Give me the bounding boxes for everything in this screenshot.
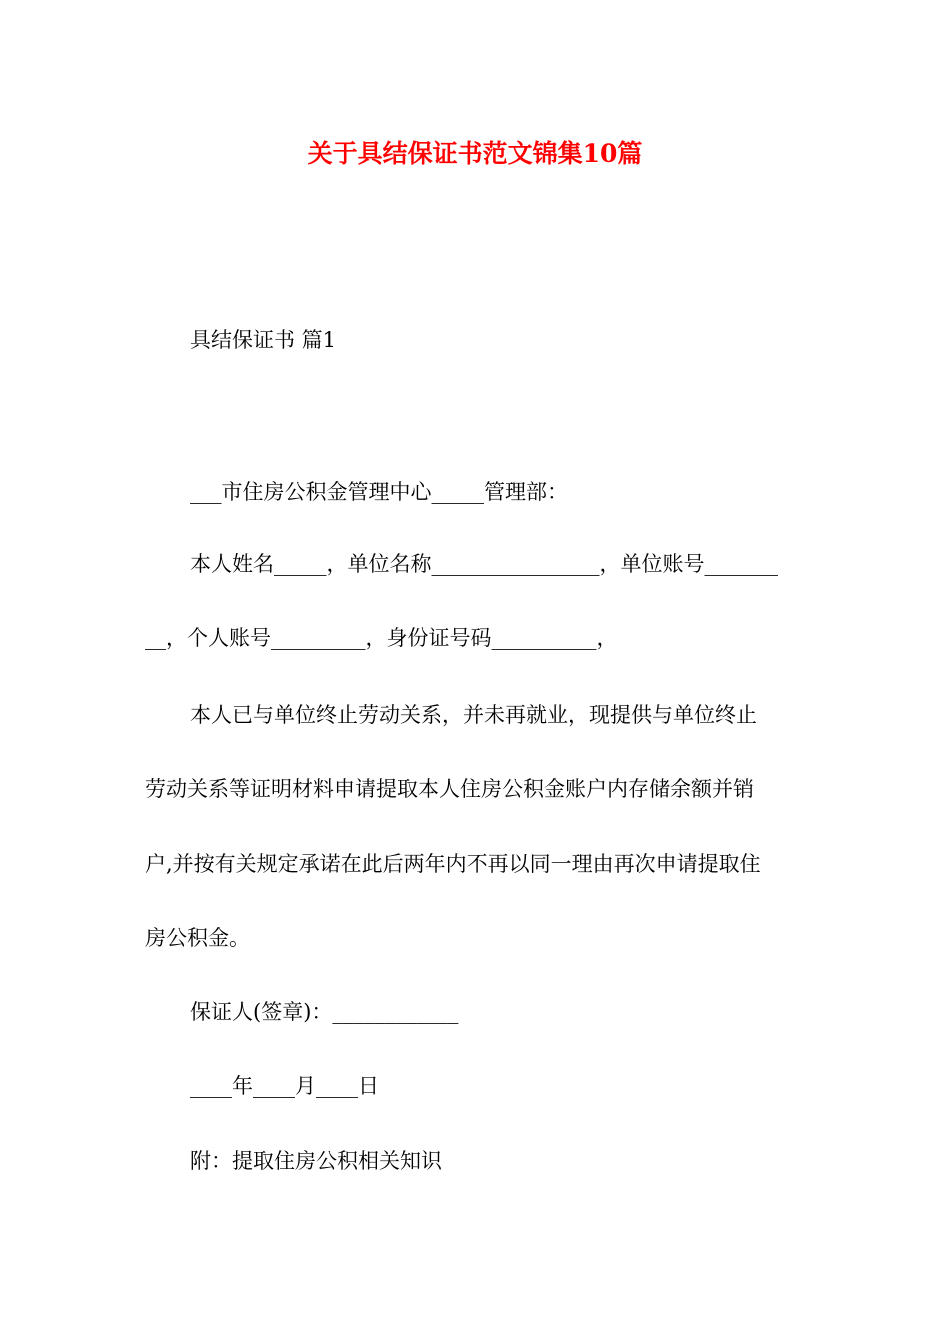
body-paragraph-line: 本人已与单位终止劳动关系，并未再就业，现提供与单位终止 <box>190 703 757 727</box>
appendix-line: 附：提取住房公积相关知识 <box>190 1149 442 1173</box>
body-paragraph-line: 劳动关系等证明材料申请提取本人住房公积金账户内存储余额并销 <box>145 777 754 801</box>
guarantor-signature-line: 保证人(签章)：____________ <box>190 1000 459 1024</box>
document-title: 关于具结保证书范文锦集10篇 <box>307 139 643 168</box>
body-paragraph-line: __，个人账号_________，身份证号码__________， <box>145 626 618 650</box>
section-heading: 具结保证书 篇1 <box>190 328 337 352</box>
date-line: ____年____月____日 <box>190 1074 379 1098</box>
body-paragraph-line: 户,并按有关规定承诺在此后两年内不再以同一理由再次申请提取住 <box>145 852 761 876</box>
body-paragraph-line: 本人姓名_____，单位名称________________，单位账号_______ <box>190 552 778 576</box>
body-paragraph-line: 房公积金。 <box>145 926 250 950</box>
addressee-line: ___市住房公积金管理中心_____管理部： <box>190 480 568 504</box>
